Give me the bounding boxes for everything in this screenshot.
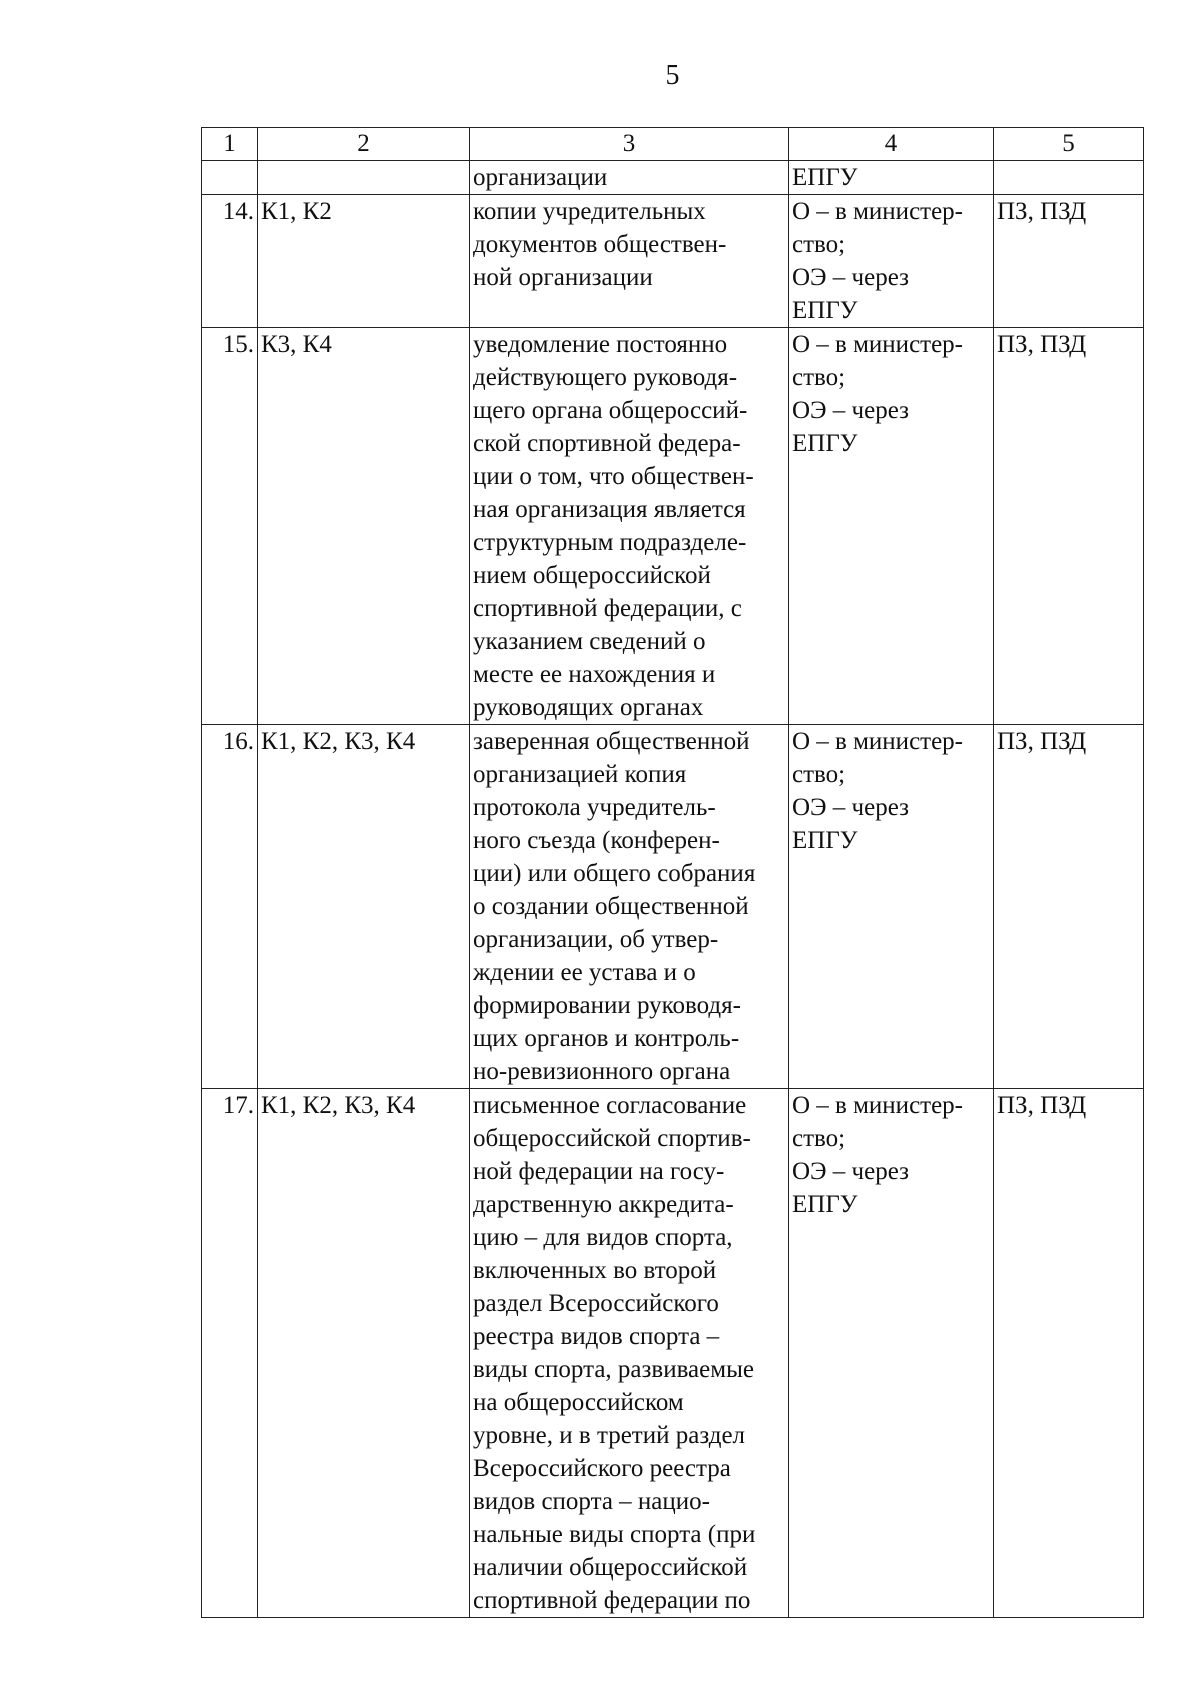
row-method: О – в министер- ство; ОЭ – через ЕПГУ	[789, 328, 994, 725]
row-codes: К3, К4	[258, 328, 470, 725]
row-codes: К1, К2, К3, К4	[258, 1089, 470, 1618]
row-number: 16.	[202, 725, 258, 1089]
row-result: ПЗ, ПЗД	[994, 195, 1144, 328]
column-header: 1	[202, 128, 258, 161]
row-number	[202, 161, 258, 195]
row-result: ПЗ, ПЗД	[994, 328, 1144, 725]
row-document: письменное согласование общероссийской спортив- ной федерации на госу- дарственную аккредита- цию – для видов спорта, включенных во второй раздел Всероссийского реестра видов спорта – виды спорта, развиваемые на общероссийском уровне, и в третий раздел Всероссийского реестра видов спорта – нацио- нальные виды спорта (при наличии общероссийской спортивной федерации по	[470, 1089, 789, 1618]
row-codes	[258, 161, 470, 195]
column-header: 4	[789, 128, 994, 161]
row-method: О – в министер- ство; ОЭ – через ЕПГУ	[789, 195, 994, 328]
row-number: 15.	[202, 328, 258, 725]
table-row	[202, 1089, 1144, 1618]
requirements-table	[201, 127, 1144, 1618]
column-header: 3	[470, 128, 789, 161]
row-document: копии учредительных документов обществен- ной организации	[470, 195, 789, 328]
row-document: организации	[470, 161, 789, 195]
column-header: 5	[994, 128, 1144, 161]
row-codes: К1, К2, К3, К4	[258, 725, 470, 1089]
row-method: О – в министер- ство; ОЭ – через ЕПГУ	[789, 1089, 994, 1618]
table-row	[202, 328, 1144, 725]
row-codes: К1, К2	[258, 195, 470, 328]
row-document: уведомление постоянно действующего руководя- щего органа общероссий- ской спортивной федера- ции о том, что обществен- ная организация является структурным подразделе- нием общероссийской спортивной федерации, с указанием сведений о месте ее нахождения и руководящих органах	[470, 328, 789, 725]
table-row	[202, 161, 1144, 195]
row-result: ПЗ, ПЗД	[994, 725, 1144, 1089]
row-number: 14.	[202, 195, 258, 328]
row-method: ЕПГУ	[789, 161, 994, 195]
row-document: заверенная общественной организацией копия протокола учредитель- ного съезда (конферен- ции) или общего собрания о создании общественной организации, об утвер- ждении ее устава и о формировании руководя- щих органов и контроль- но-ревизионного органа	[470, 725, 789, 1089]
table-row	[202, 195, 1144, 328]
page-number: 5	[665, 60, 680, 91]
row-result: ПЗ, ПЗД	[994, 1089, 1144, 1618]
table-header-row	[202, 128, 1144, 161]
row-number: 17.	[202, 1089, 258, 1618]
table-row	[202, 725, 1144, 1089]
row-result	[994, 161, 1144, 195]
row-method: О – в министер- ство; ОЭ – через ЕПГУ	[789, 725, 994, 1089]
column-header: 2	[258, 128, 470, 161]
